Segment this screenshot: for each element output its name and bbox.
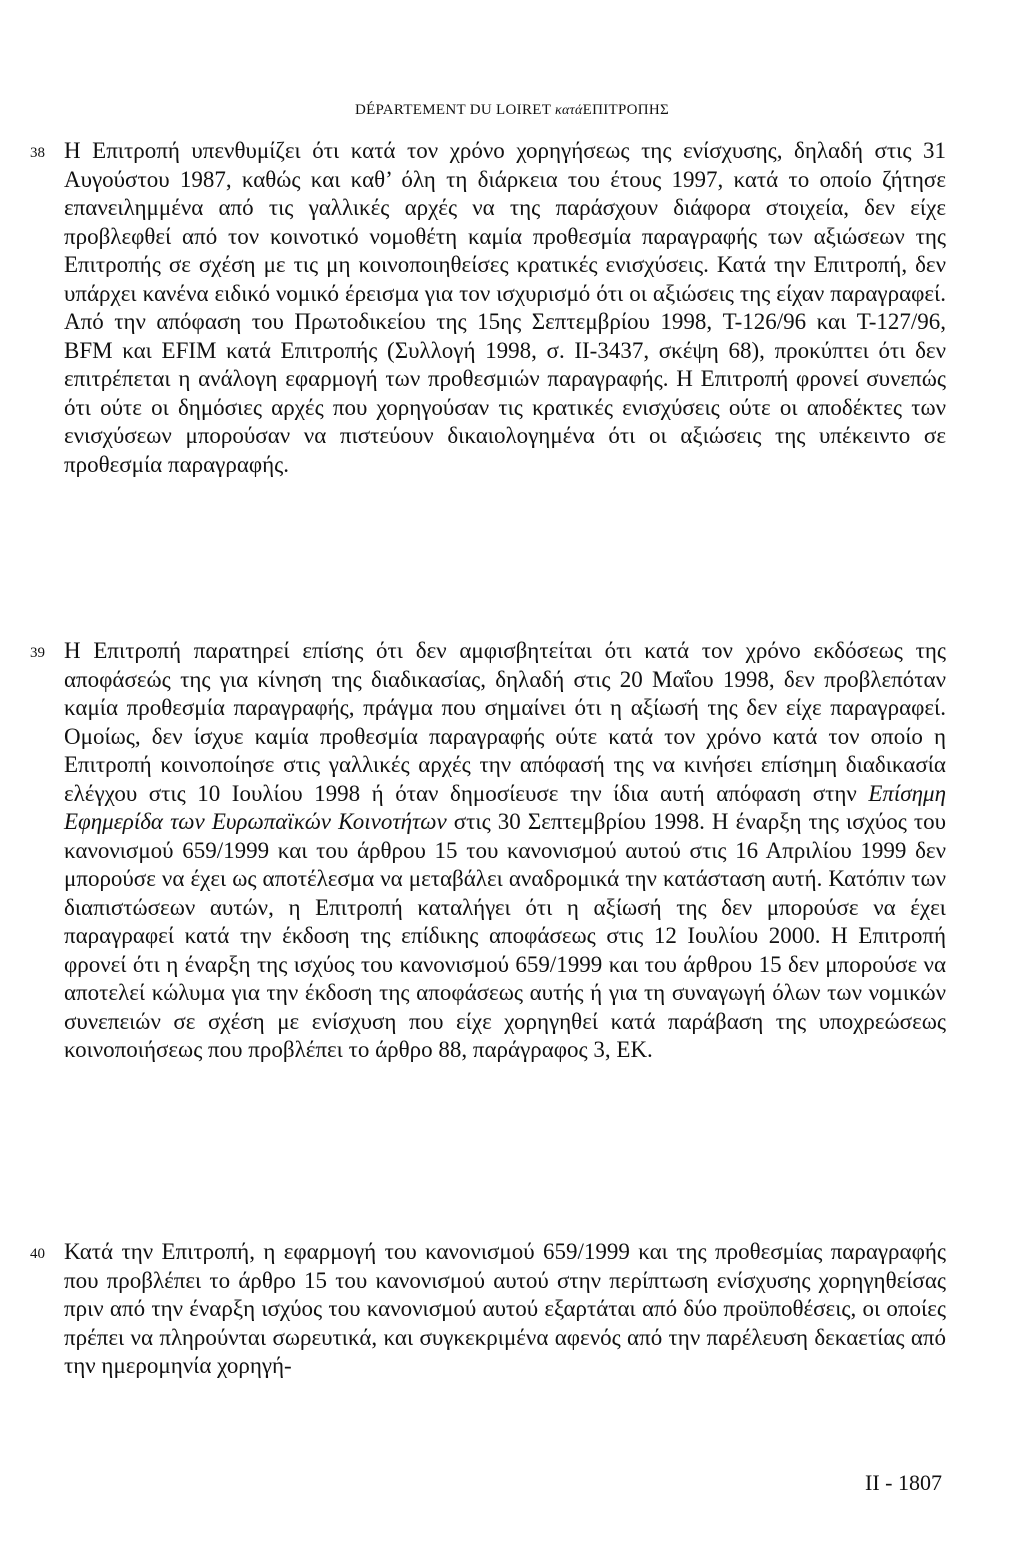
page-number: II - 1807 [865, 1470, 942, 1495]
running-header [0, 103, 1024, 118]
paragraph-text-end: στις 30 Σεπτεμβρίου 1998. Η έναρξη της ισχύος του κανονισμού 659/1999 και του άρθρου 15 του κανονισμού αυτού στις 16 Απριλίου 1999 δεν μπορούσε να έχει ως αποτέλεσμα να μεταβάλει αναδρομικά την κατάσταση αυτή. Κατόπιν των διαπιστώσεων αυτών, η Επιτροπή καταλήγει ότι η αξίωσή της δεν μπορούσε να έχει παραγραφεί κατά την έκδοση της επίδικης αποφάσεως στις 12 Ιουλίου 2000. Η Επιτροπή φρονεί ότι η έναρξη της ισχύος του κανονισμού 659/1999 και του άρθρου 15 δεν μπορούσε να αποτελεί κώλυμα για την έκδοση της αποφάσεως αυτής ή για τη συναγωγή όλων των νομικών συνεπειών σε σχέση με ενίσχυση που είχε χορηγηθεί κατά παράβαση της υποχρεώσεως κοινοποιήσεως που προβλέπει το άρθρο 88, παράγραφος 3, ΕΚ. [64, 809, 947, 1062]
paragraph-number: 38 [30, 145, 45, 161]
paragraph-number: 40 [30, 1246, 45, 1262]
paragraph-number: 39 [30, 645, 45, 661]
header-versus: κατά [554, 103, 583, 118]
journal-title: Επίσημη Εφημερίδα των Ευρωπαϊκών Κοινοτήτων [64, 780, 947, 834]
header-case-title: DÉPARTEMENT DU LOIRET [354, 102, 551, 118]
paragraph-text-start: Η Επιτροπή παρατηρεί επίσης ότι δεν αμφισβητείται ότι κατά τον χρόνο εκδόσεως της αποφάσεώς της για κίνηση της διαδικασίας, δηλαδή στις 20 Μαΐου 1998, δεν προβλεπόταν καμία προθεσμία παραγραφής, πράγμα που σημαίνει ότι η αξίωσή της δεν είχε παραγραφεί. Ομοίως, δεν ίσχυε καμία προθεσμία παραγραφής ούτε κατά τον χρόνο κατά τον οποίο η Επιτροπή κοινοποίησε στις γαλλικές αρχές την απόφασή της να κινήσει επίσημη διαδικασία ελέγχου στις 10 Ιουλίου 1998 ή όταν δημοσίευσε την ίδια αυτή απόφαση στην [64, 638, 946, 806]
header-party: ΕΠΙΤΡΟΠΗΣ [582, 102, 670, 118]
paragraph-text: Κατά την Επιτροπή, η εφαρμογή του κανονισμού 659/1999 και της προθεσμίας παραγραφής που προβλέπει το άρθρο 15 του κανονισμού αυτού στην περίπτωση ενίσχυσης χορηγηθείσας πριν από την έναρξη ισχύος του κανονισμού αυτού εξαρτάται από δύο προϋποθέσεις, οι οποίες πρέπει να πληρούνται σωρευτικά, και συγκεκριμένα αφενός από την παρέλευση δεκαετίας από την ημερομηνία χορηγή- [64, 1239, 946, 1378]
paragraph-text [64, 637, 946, 1065]
paragraph-text: Η Επιτροπή υπενθυμίζει ότι κατά τον χρόνο χορηγήσεως της ενίσχυσης, δηλαδή στις 31 Αυγούστου 1987, καθώς και καθ’ όλη τη διάρκεια του έτους 1997, κατά το οποίο ζήτησε επανειλημμένα από τις γαλλικές αρχές να της παράσχουν διάφορα στοιχεία, δεν είχε προβλεφθεί από τον κοινοτικό νομοθέτη καμία προθεσμία παραγραφής των αξιώσεων της Επιτροπής σε σχέση με τις μη κοινοποιηθείσες κρατικές ενισχύσεις. Κατά την Επιτροπή, δεν υπάρχει κανένα ειδικό νομικό έρεισμα για τον ισχυρισμό ότι οι αξιώσεις της είχαν παραγραφεί. Από την απόφαση του Πρωτοδικείου της 15ης Σεπτεμβρίου 1998, T-126/96 και T-127/96, BFM και EFIM κατά Επιτροπής (Συλλογή 1998, σ. II-3437, σκέψη 68), προκύπτει ότι δεν επιτρέπεται η ανάλογη εφαρμογή των προθεσμιών παραγραφής. Η Επιτροπή φρονεί συνεπώς ότι ούτε οι δημόσιες αρχές που χορηγούσαν τις κρατικές ενισχύσεις ούτε οι αποδέκτες των ενισχύσεων μπορούσαν να πιστεύουν δικαιολογημένα ότι οι αξιώσεις της υπέκειντο σε προθεσμία παραγραφής. [64, 138, 946, 477]
